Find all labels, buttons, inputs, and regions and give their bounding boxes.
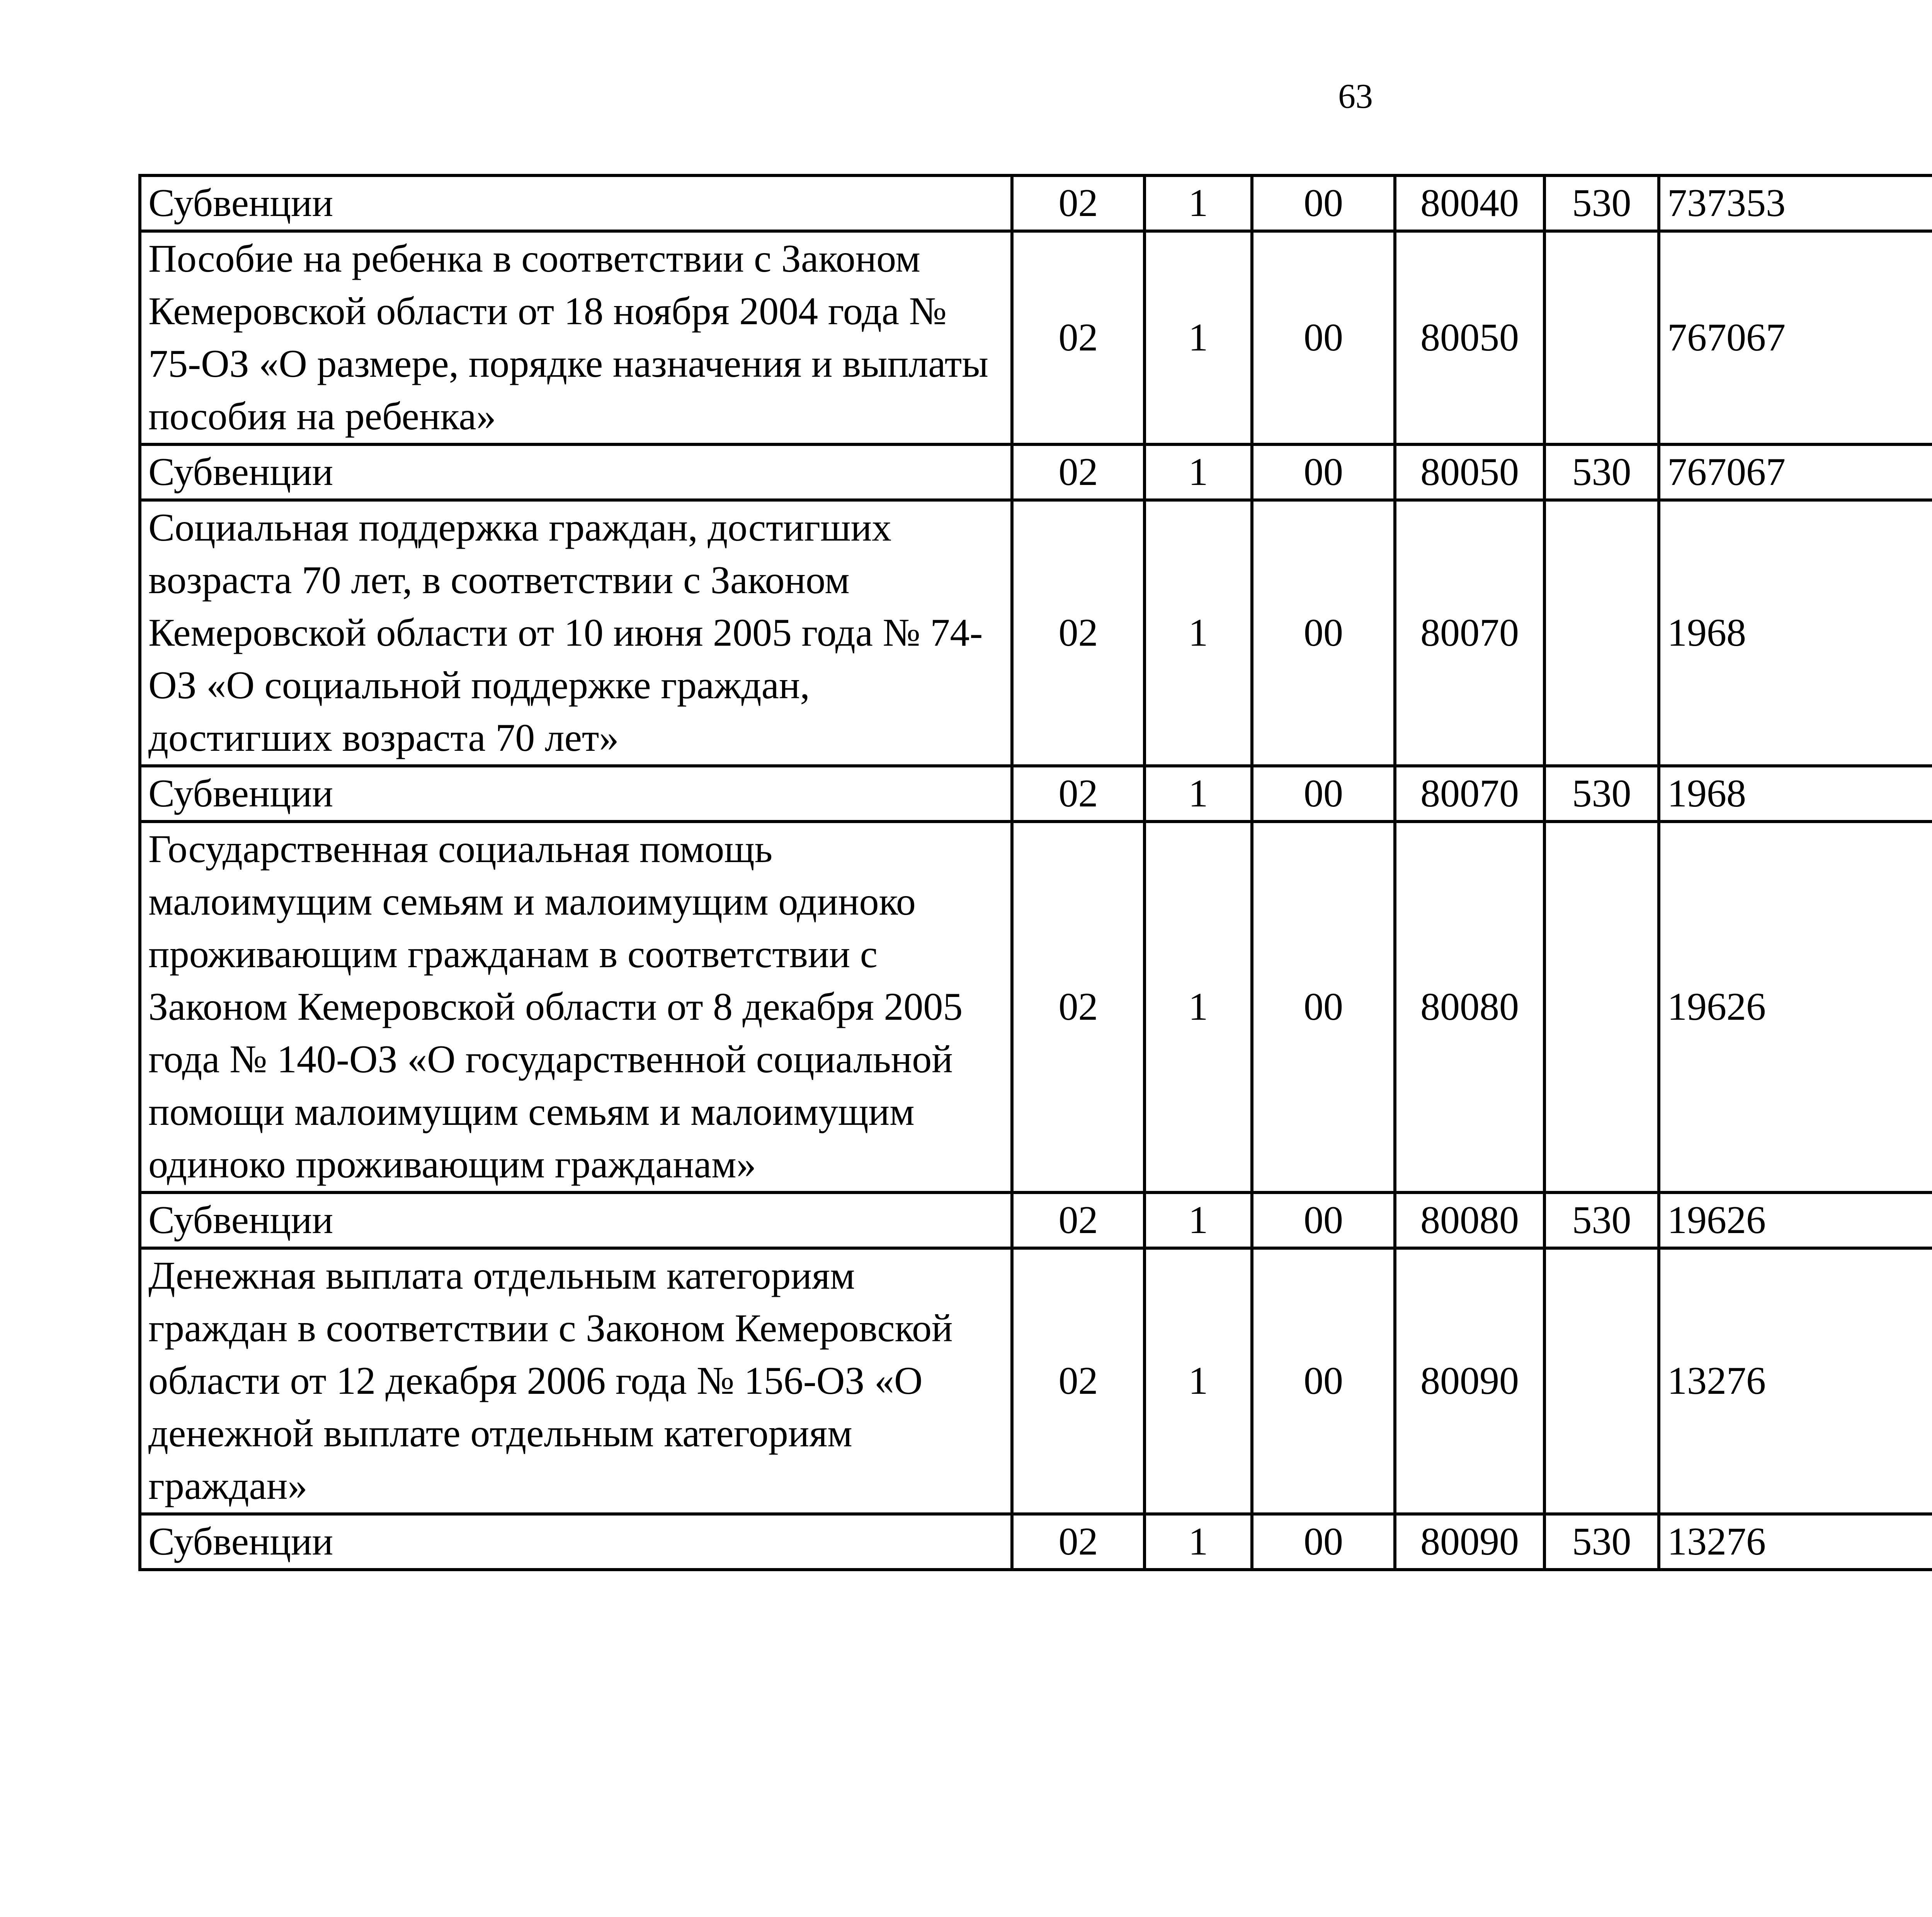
- cell-target: 80080: [1395, 1192, 1544, 1248]
- cell-program: 1: [1145, 175, 1252, 231]
- cell-target: 80070: [1395, 500, 1544, 766]
- cell-name: Субвенции: [140, 766, 1012, 822]
- cell-expense-type: [1544, 231, 1659, 444]
- cell-section: 02: [1012, 444, 1145, 500]
- table-row: [140, 500, 1932, 766]
- cell-target: 80070: [1395, 766, 1544, 822]
- cell-subprogram: 00: [1252, 766, 1395, 822]
- cell-expense-type: 530: [1544, 1514, 1659, 1570]
- cell-name: Социальная поддержка граждан, достигших возраста 70 лет, в соответствии с Законом Кемеровской области от 10 июня 2005 года № 74-ОЗ «О социальной поддержке граждан, достигших возраста 70 лет»: [140, 500, 1012, 766]
- cell-subprogram: 00: [1252, 1192, 1395, 1248]
- cell-program: 1: [1145, 1248, 1252, 1514]
- cell-section: 02: [1012, 766, 1145, 822]
- cell-name: Субвенции: [140, 1514, 1012, 1570]
- cell-amount-1: 737353: [1659, 175, 1932, 231]
- cell-program: 1: [1145, 500, 1252, 766]
- cell-expense-type: 530: [1544, 444, 1659, 500]
- cell-amount-1: 13276: [1659, 1248, 1932, 1514]
- table-row: [140, 1514, 1932, 1570]
- cell-amount-1: 767067: [1659, 444, 1932, 500]
- cell-section: 02: [1012, 822, 1145, 1192]
- cell-name: Субвенции: [140, 175, 1012, 231]
- cell-name: Денежная выплата отдельным категориям граждан в соответствии с Законом Кемеровской области от 12 декабря 2006 года № 156-ОЗ «О денежной выплате отдельным категориям граждан»: [140, 1248, 1012, 1514]
- cell-amount-1: 19626: [1659, 1192, 1932, 1248]
- cell-program: 1: [1145, 444, 1252, 500]
- cell-amount-1: 1968: [1659, 500, 1932, 766]
- cell-expense-type: 530: [1544, 1192, 1659, 1248]
- cell-expense-type: 530: [1544, 766, 1659, 822]
- cell-subprogram: 00: [1252, 444, 1395, 500]
- table-row: [140, 1248, 1932, 1514]
- page-number: 63: [1338, 77, 1373, 116]
- cell-target: 80050: [1395, 231, 1544, 444]
- cell-program: 1: [1145, 1514, 1252, 1570]
- table-row: [140, 766, 1932, 822]
- cell-expense-type: 530: [1544, 175, 1659, 231]
- cell-section: 02: [1012, 175, 1145, 231]
- cell-section: 02: [1012, 500, 1145, 766]
- cell-name: Пособие на ребенка в соответствии с Законом Кемеровской области от 18 ноября 2004 года № 75-ОЗ «О размере, порядке назначения и выплаты пособия на ребенка»: [140, 231, 1012, 444]
- cell-subprogram: 00: [1252, 175, 1395, 231]
- cell-amount-1: 1968: [1659, 766, 1932, 822]
- cell-expense-type: [1544, 500, 1659, 766]
- cell-target: 80050: [1395, 444, 1544, 500]
- cell-subprogram: 00: [1252, 1248, 1395, 1514]
- cell-expense-type: [1544, 822, 1659, 1192]
- cell-target: 80090: [1395, 1514, 1544, 1570]
- table-row: [140, 175, 1932, 231]
- cell-target: 80090: [1395, 1248, 1544, 1514]
- table-row: [140, 444, 1932, 500]
- cell-name: Субвенции: [140, 444, 1012, 500]
- cell-subprogram: 00: [1252, 822, 1395, 1192]
- cell-subprogram: 00: [1252, 500, 1395, 766]
- cell-section: 02: [1012, 1514, 1145, 1570]
- table-row: [140, 231, 1932, 444]
- cell-name: Субвенции: [140, 1192, 1012, 1248]
- cell-section: 02: [1012, 1248, 1145, 1514]
- cell-expense-type: [1544, 1248, 1659, 1514]
- cell-amount-1: 19626: [1659, 822, 1932, 1192]
- cell-program: 1: [1145, 822, 1252, 1192]
- cell-section: 02: [1012, 231, 1145, 444]
- budget-table: [138, 174, 1932, 1571]
- table-row: [140, 822, 1932, 1192]
- table-row: [140, 1192, 1932, 1248]
- cell-target: 80040: [1395, 175, 1544, 231]
- cell-program: 1: [1145, 231, 1252, 444]
- cell-amount-1: 13276: [1659, 1514, 1932, 1570]
- cell-subprogram: 00: [1252, 231, 1395, 444]
- cell-program: 1: [1145, 766, 1252, 822]
- cell-amount-1: 767067: [1659, 231, 1932, 444]
- cell-name: Государственная социальная помощь малоимущим семьям и малоимущим одиноко проживающим гражданам в соответствии с Законом Кемеровской области от 8 декабря 2005 года № 140-ОЗ «О государственной социальной помощи малоимущим семьям и малоимущим одиноко проживающим гражданам»: [140, 822, 1012, 1192]
- cell-section: 02: [1012, 1192, 1145, 1248]
- cell-target: 80080: [1395, 822, 1544, 1192]
- cell-program: 1: [1145, 1192, 1252, 1248]
- cell-subprogram: 00: [1252, 1514, 1395, 1570]
